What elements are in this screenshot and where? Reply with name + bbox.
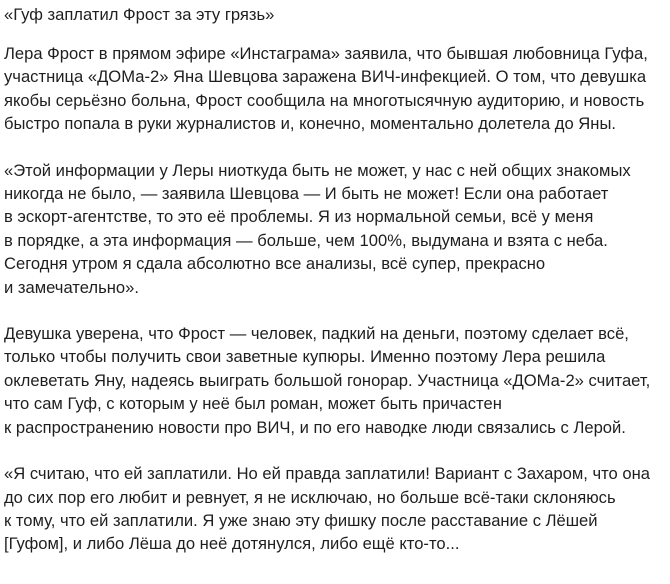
paragraph-line: к распространению новости про ВИЧ, и по его наводке люди связались с Лерой. [4,417,626,437]
paragraph-line: что сам Гуф, с которым у неё был роман, может быть причастен [4,394,502,414]
paragraph-line: «Этой информации у Леры ниоткуда быть не может, у нас с ней общих знакомых [4,160,631,180]
paragraph-4-quote [4,462,670,556]
paragraph-line: «Я считаю, что ей заплатили. Но ей правда заплатили! Вариант с Захаром, что она [4,464,651,484]
paragraph-line: Сегодня утром я сдала абсолютно все анализы, всё супер, прекрасно [4,254,546,274]
paragraph-line: [Гуфом], и либо Лёша до неё дотянулся, либо ещё кто-то... [4,534,460,554]
paragraph-line: к тому, что ей заплатили. Я уже знаю эту фишку после расставание с Лёшей [4,510,598,530]
paragraph-line: быстро попала в руки журналистов и, конечно, моментально долетела до Яны. [4,114,616,134]
paragraph-line: никогда не было, — заявила Шевцова — И быть не может! Если она работает [4,184,609,204]
paragraph-line: только чтобы получить свои заветные купюры. Именно поэтому Лера решила [4,347,606,367]
paragraph-line: до сих пор его любит и ревнует, я не исключаю, но больше всё-таки склоняюсь [4,487,616,507]
paragraph-line: якобы серьёзно больна, Фрост сообщила на многотысячную аудиторию, и новость [4,90,645,110]
paragraph-line: Лера Фрост в прямом эфире «Инстаграма» заявила, что бывшая любовница Гуфа, [4,44,648,63]
paragraph-3 [4,322,670,439]
paragraph-1 [4,42,670,136]
paragraph-line: Девушка уверена, что Фрост — человек, падкий на деньги, поэтому сделает всё, [4,324,629,344]
paragraph-line: оклеветать Яну, надеясь выиграть большой гонорар. Участница «ДОМа-2» считает, [4,370,651,390]
paragraph-2-quote [4,159,670,299]
paragraph-line: в эскорт-агентстве, то это её проблемы. Я из нормальной семьи, всё у меня [4,207,594,227]
paragraph-line: в порядке, а эта информация — больше, чем 100%, выдумана и взята с неба. [4,230,608,250]
paragraph-line: и замечательно». [4,277,139,297]
paragraph-line: участница «ДОМа-2» Яна Шевцова заражена ВИЧ-инфекцией. О том, что девушка [4,67,647,87]
article-title: «Гуф заплатил Фрост за эту грязь» [4,5,275,24]
